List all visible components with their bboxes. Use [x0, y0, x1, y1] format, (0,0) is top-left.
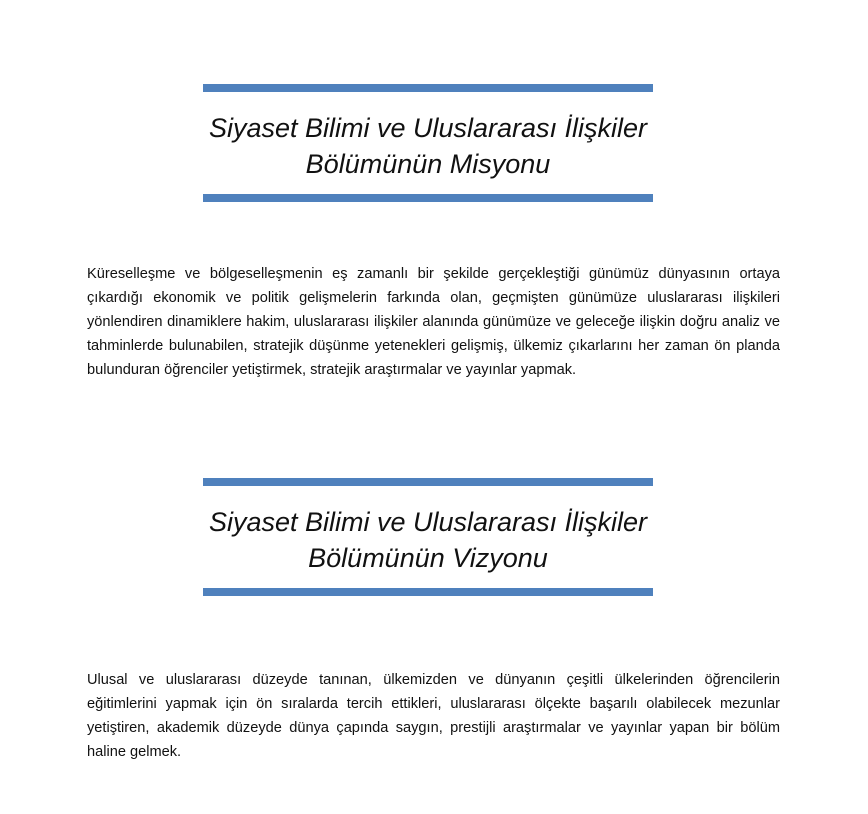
mission-title-line2: Bölümünün Misyonu — [305, 149, 551, 179]
vision-title-line2: Bölümünün Vizyonu — [308, 543, 548, 573]
mission-top-rule — [203, 84, 653, 92]
vision-body: Ulusal ve uluslararası düzeyde tanınan, ülkemizden ve dünyanın çeşitli ülkelerinden öğrencilerin eğitimlerini yapmak için ön sıralarda tercih ettikleri, uluslararası ölçekte başarılı olabilecek mezunlar yetiştiren, akademik düzeyde dünya çapında saygın, prestijli araştırmalar ve yayınlar yapan bir bölüm haline gelmek. — [87, 672, 780, 760]
vision-title-line1: Siyaset Bilimi ve Uluslararası İlişkiler — [208, 507, 648, 537]
vision-header — [203, 478, 653, 596]
mission-bottom-rule — [203, 194, 653, 202]
vision-title — [203, 486, 653, 588]
vision-bottom-rule — [203, 588, 653, 596]
mission-title — [203, 92, 653, 194]
mission-body: Küreselleşme ve bölgeselleşmenin eş zamanlı bir şekilde gerçekleştiği günümüz dünyasının ortaya çıkardığı ekonomik ve politik gelişmelerin farkında olan, geçmişten günümüze uluslararası ilişkileri yönlendiren dinamiklere hakim, uluslararası ilişkiler alanında günümüze ve geleceğe ilişkin doğru analiz ve tahminlerde bulunabilen, stratejik düşünme yetenekleri gelişmiş, ülkemiz çıkarlarını her zaman ön planda bulunduran öğrenciler yetiştirmek, stratejik araştırmalar ve yayınlar yapmak. — [87, 266, 780, 378]
vision-top-rule — [203, 478, 653, 486]
mission-title-line1: Siyaset Bilimi ve Uluslararası İlişkiler — [208, 113, 648, 143]
mission-header — [203, 84, 653, 202]
